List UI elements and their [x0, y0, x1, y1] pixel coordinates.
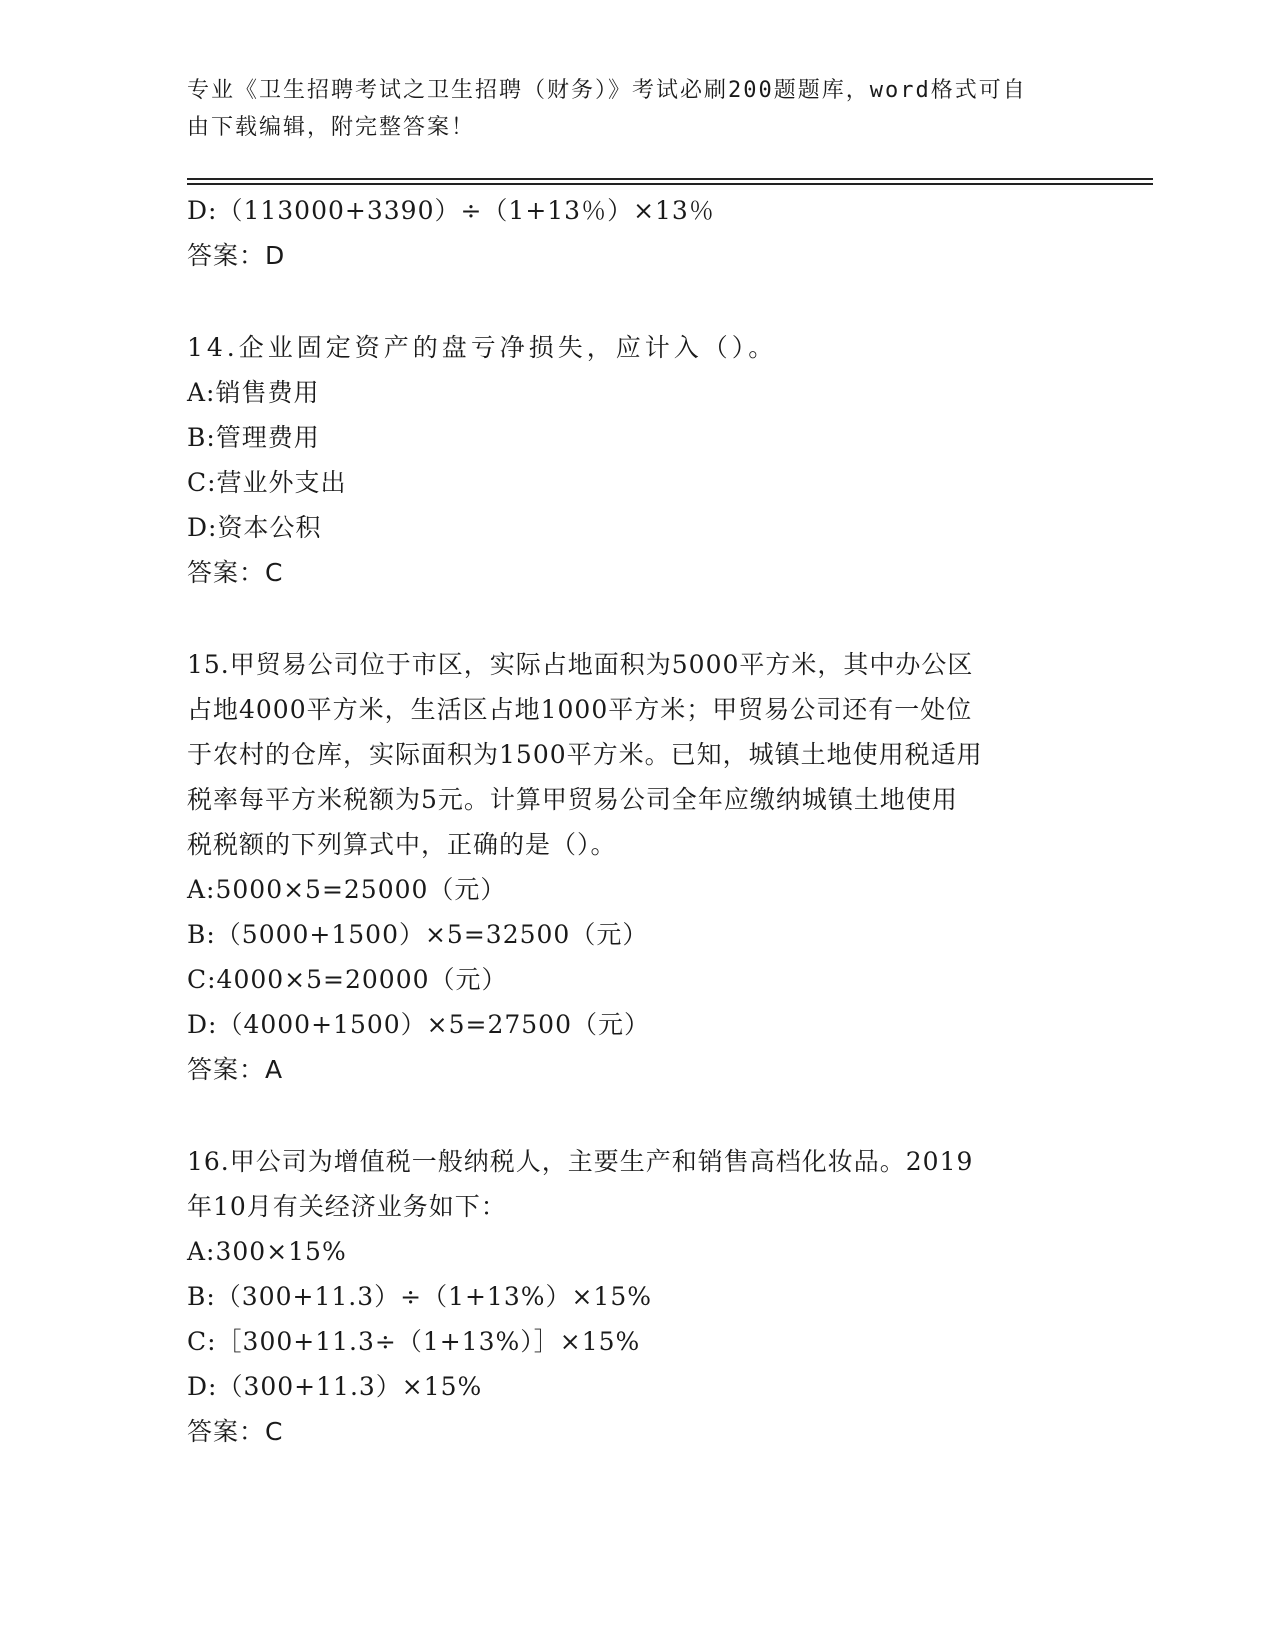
question-16-option-a: A:300×15% — [187, 1237, 347, 1266]
header-line-2: 由下载编辑，附完整答案！ — [187, 115, 476, 140]
prev-option-d: D:（113000+3390）÷（1+13％）×13％ — [187, 196, 715, 225]
question-14-answer: 答案：C — [187, 558, 284, 587]
question-16 — [187, 1139, 1087, 1454]
document-header — [187, 72, 1067, 146]
question-15-option-d: D:（4000+1500）×5=27500（元） — [187, 1010, 650, 1039]
question-14-option-b: B:管理费用 — [187, 423, 320, 452]
question-15-stem-line-5: 税税额的下列算式中，正确的是（）。 — [187, 830, 617, 859]
spacer — [187, 595, 1087, 642]
spacer — [187, 278, 1087, 325]
question-15-stem-line-3: 于农村的仓库，实际面积为1500平方米。已知，城镇土地使用税适用 — [187, 740, 983, 769]
question-14-option-d: D:资本公积 — [187, 513, 322, 542]
question-16-option-c: C:［300+11.3÷（1+13%）］×15% — [187, 1327, 641, 1356]
question-15-stem-line-4: 税率每平方米税额为5元。计算甲贸易公司全年应缴纳城镇土地使用 — [187, 785, 958, 814]
question-16-option-d: D:（300+11.3）×15% — [187, 1372, 483, 1401]
question-15-stem-line-1: 15.甲贸易公司位于市区，实际占地面积为5000平方米，其中办公区 — [187, 650, 974, 679]
question-15-answer: 答案：A — [187, 1055, 284, 1084]
question-15-option-b: B:（5000+1500）×5=32500（元） — [187, 920, 649, 949]
question-15-stem-line-2: 占地4000平方米，生活区占地1000平方米；甲贸易公司还有一处位 — [187, 695, 973, 724]
question-16-stem-line-1: 16.甲公司为增值税一般纳税人，主要生产和销售高档化妆品。2019 — [187, 1147, 974, 1176]
question-14-option-c: C:营业外支出 — [187, 468, 347, 497]
question-15-option-a: A:5000×5=25000（元） — [187, 875, 507, 904]
question-16-answer: 答案：C — [187, 1417, 284, 1446]
prev-answer: 答案：D — [187, 241, 286, 270]
header-line-1: 专业《卫生招聘考试之卫生招聘（财务）》考试必刷200题题库，word格式可自 — [187, 78, 1027, 103]
question-16-stem-line-2: 年10月有关经济业务如下： — [187, 1192, 507, 1221]
question-15 — [187, 642, 1087, 1092]
question-14-stem: 14.企业固定资产的盘亏净损失，应计入（）。 — [187, 333, 778, 362]
question-14-option-a: A:销售费用 — [187, 378, 320, 407]
question-16-option-b: B:（300+11.3）÷（1+13%）×15% — [187, 1282, 653, 1311]
header-divider-top — [187, 178, 1153, 180]
document-body — [187, 188, 1087, 1454]
question-15-option-c: C:4000×5=20000（元） — [187, 965, 508, 994]
header-divider-bottom — [187, 183, 1153, 185]
question-14 — [187, 325, 1087, 595]
spacer — [187, 1092, 1087, 1139]
